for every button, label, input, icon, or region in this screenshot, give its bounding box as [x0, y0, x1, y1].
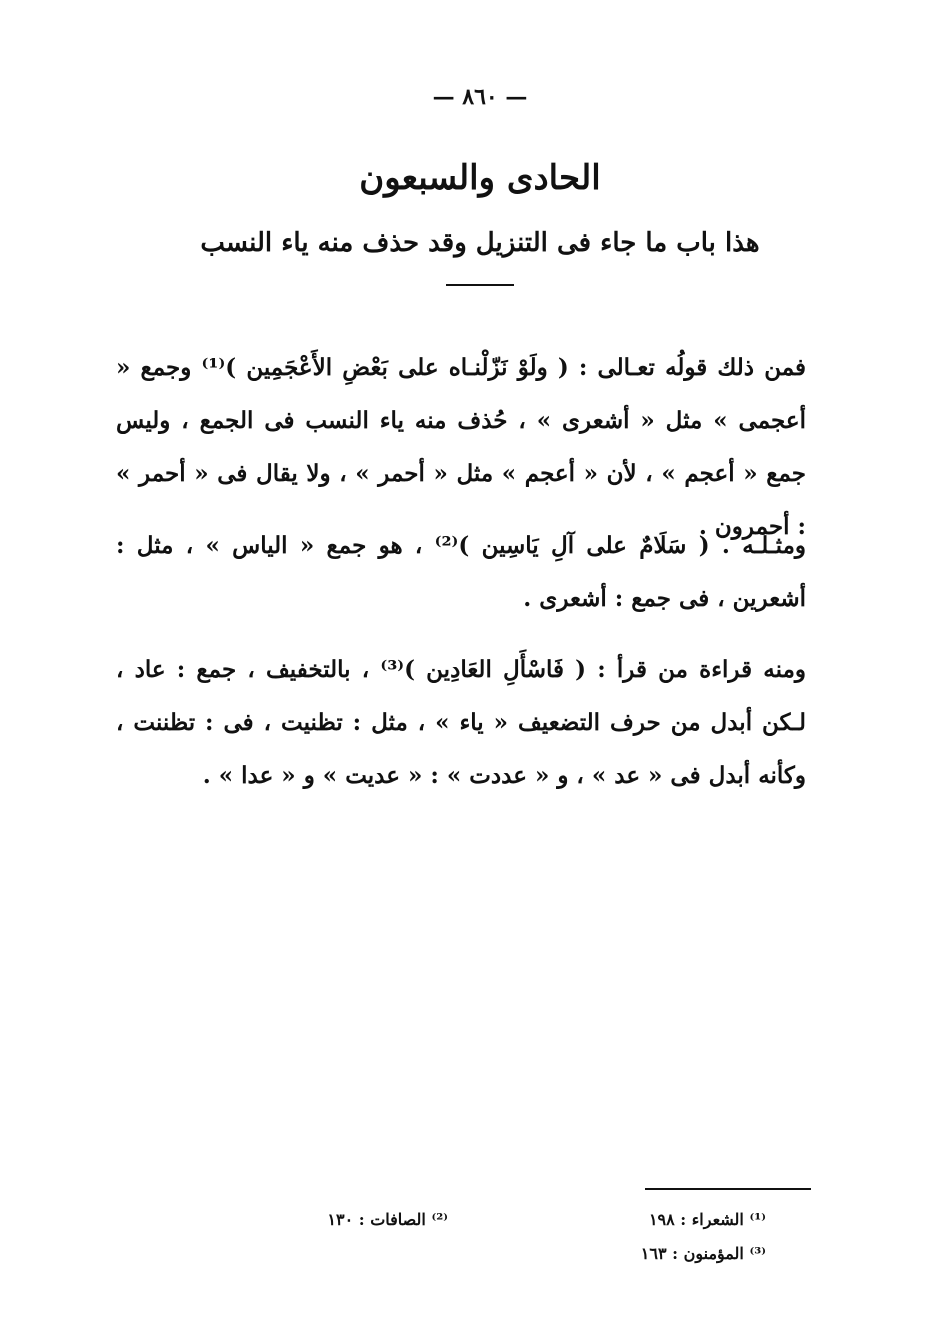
- footnote-2: ⁽²⁾ الصافات : ١٣٠: [327, 1210, 448, 1229]
- title-divider: [446, 284, 514, 286]
- body-paragraph-1: فمن ذلك قولُه تعـالى : ( ولَوْ نَزّلْنـاه على بَعْضِ الأَعْجَمِين )⁽¹⁾ وجمع « أعجمى » مثل « أشعرى » ، حُذف منه ياء النسب فى الجمع ، وليس جمع « أعجم » ، لأن « أعجم » مثل « أحمر » ، ولا يقال فى « أحمر » : أحمرون .: [116, 354, 806, 540]
- page-number: — ٨٦٠ —: [432, 84, 528, 110]
- footnote-1: ⁽¹⁾ الشعراء : ١٩٨: [648, 1210, 766, 1229]
- chapter-title: الحادى والسبعون: [359, 158, 601, 198]
- body-paragraph-2: ومثـلـه . ( سَلَامٌ على آلِ يَاسِين )⁽²⁾ ، هو جمع « الياس » ، مثل : أشعرين ، فى جمع : أشعرى .: [116, 532, 807, 612]
- body-paragraph-3: ومنه قراءة من قرأ : ( فَاسْأَلِ العَادِين )⁽³⁾ ، بالتخفيف ، جمع : عاد ، لـكن أبدل من حرف التضعيف « ياء » ، مثل : تظنيت ، فى : تظننت ، وكأنه أبدل فى « عد » ، و « عددت » : « عديت » و « عدا » .: [116, 656, 806, 789]
- footnote-divider: [645, 1188, 811, 1190]
- footnote-3: ⁽³⁾ المؤمنون : ١٦٣: [640, 1244, 766, 1263]
- chapter-subtitle: هذا باب ما جاء فى التنزيل وقد حذف منه ياء النسب: [200, 228, 760, 258]
